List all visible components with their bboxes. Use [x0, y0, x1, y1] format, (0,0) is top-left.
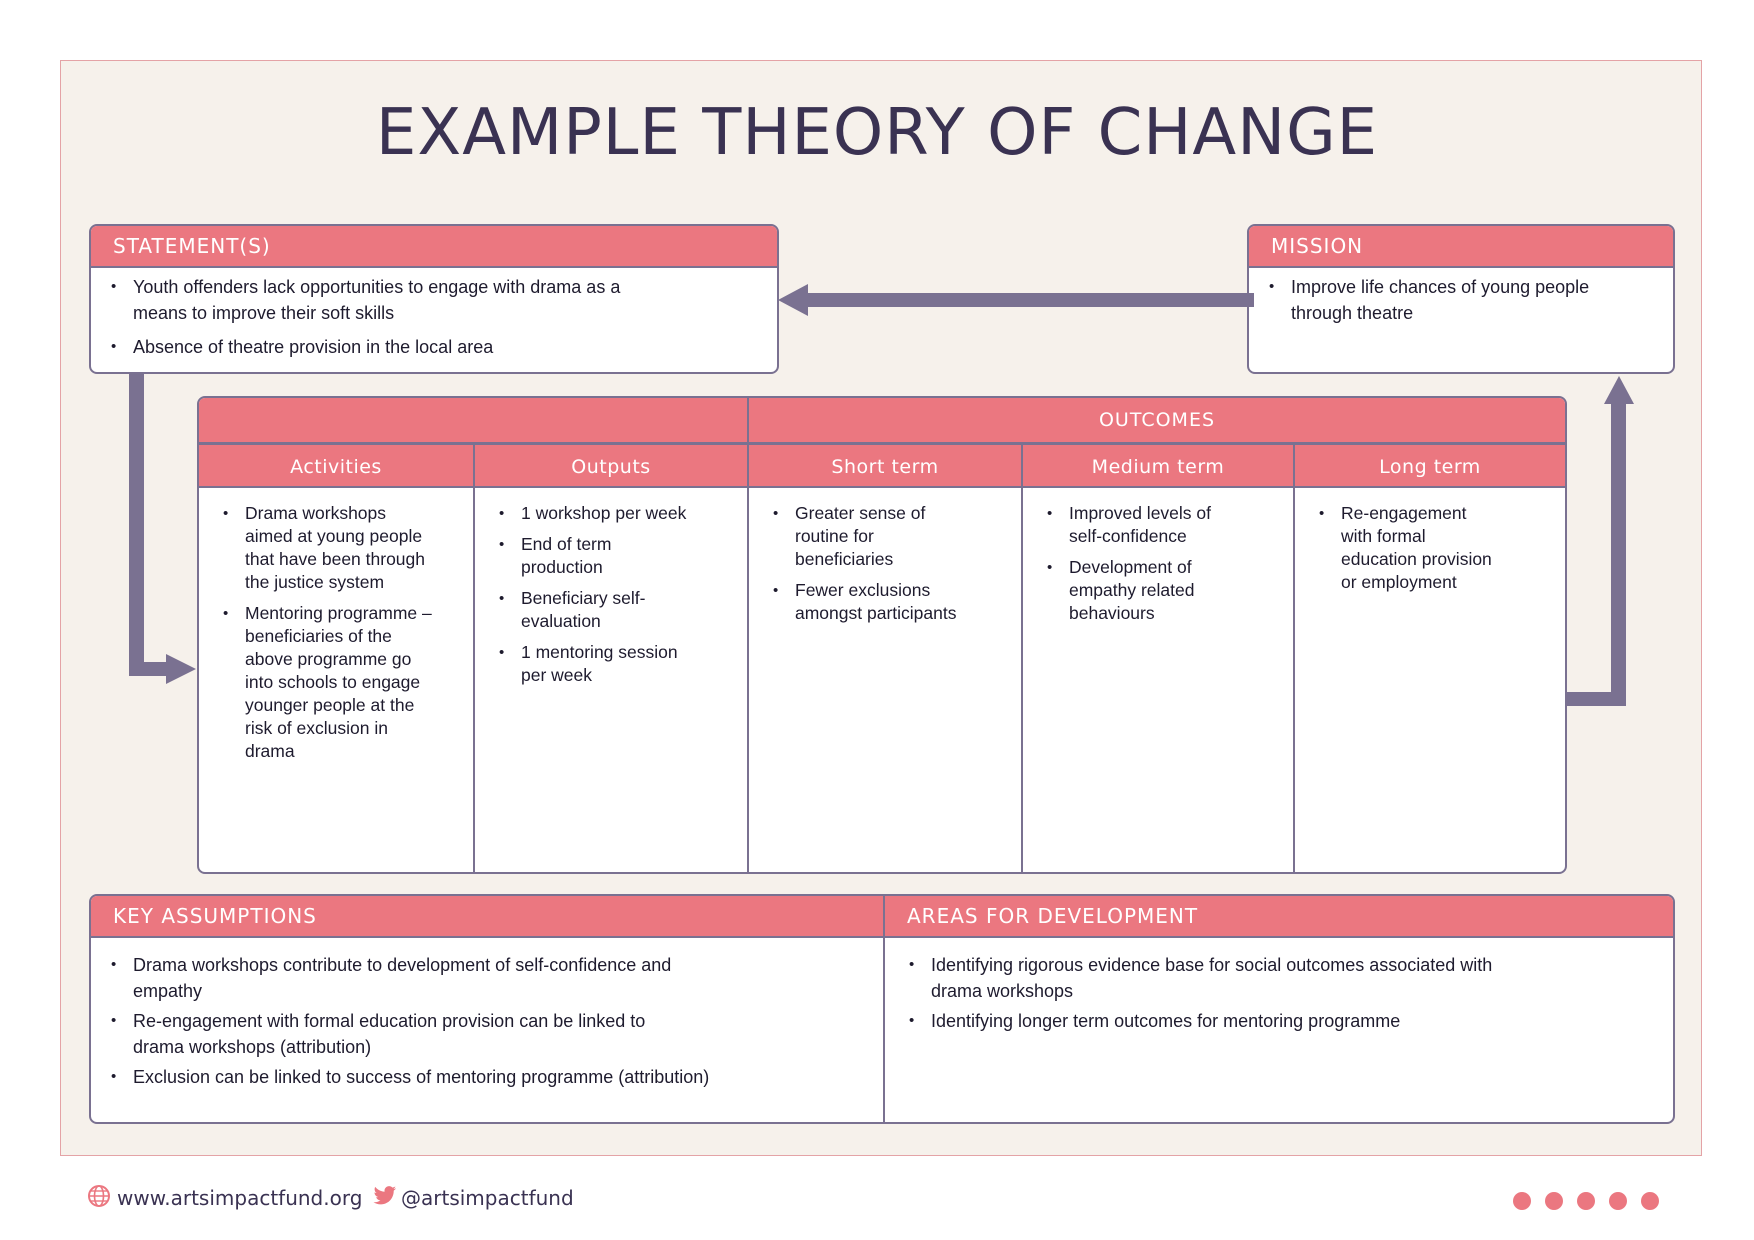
- dot: [1577, 1192, 1595, 1210]
- column-heading: Short term: [749, 444, 1021, 488]
- assumptions-list: [91, 938, 883, 1090]
- list-item: • Beneficiary self-evaluation: [499, 587, 697, 633]
- statement-heading: STATEMENT(S): [91, 226, 777, 268]
- column-medium-term: [1023, 444, 1293, 872]
- column-long-term: [1295, 444, 1565, 872]
- arrowhead-up-icon: [1604, 376, 1634, 404]
- column-heading: Medium term: [1023, 444, 1293, 488]
- list-item: • Absence of theatre provision in the local area: [111, 334, 757, 360]
- mission-box: [1247, 224, 1675, 374]
- short-term-list: [773, 502, 971, 625]
- twitter-bird-icon: [373, 1186, 397, 1206]
- dot: [1545, 1192, 1563, 1210]
- list-item: • Identifying longer term outcomes for mentoring programme: [909, 1008, 1653, 1034]
- column-activities: [199, 444, 473, 872]
- page-title: EXAMPLE THEORY OF CHANGE: [375, 96, 1379, 170]
- activities-list: [223, 502, 433, 763]
- column-heading: Outputs: [475, 444, 747, 488]
- statement-list: [91, 268, 777, 360]
- dot: [1513, 1192, 1531, 1210]
- list-item: • Greater sense of routine for beneficiaries: [773, 502, 971, 571]
- statement-box: [89, 224, 779, 374]
- column-short-term: [749, 444, 1021, 872]
- list-item: • 1 mentoring session per week: [499, 641, 697, 687]
- twitter-link[interactable]: @artsimpactfund: [401, 1186, 574, 1210]
- list-item: • Development of empathy related behaviours: [1047, 556, 1243, 625]
- key-assumptions-section: [91, 896, 883, 1122]
- assumptions-development-box: [89, 894, 1675, 1124]
- dot: [1609, 1192, 1627, 1210]
- list-item: • End of term production: [499, 533, 697, 579]
- list-item: • Re-engagement with formal education provision can be linked to drama workshops (attribution): [111, 1008, 863, 1060]
- theory-table: [197, 396, 1567, 874]
- key-assumptions-heading: KEY ASSUMPTIONS: [91, 896, 883, 938]
- list-item: • Fewer exclusions amongst participants: [773, 579, 971, 625]
- list-item: • Drama workshops contribute to development of self-confidence and empathy: [111, 952, 863, 1004]
- column-heading: Long term: [1295, 444, 1565, 488]
- mission-list: [1249, 268, 1673, 326]
- column-heading: Activities: [199, 444, 473, 488]
- outputs-list: [499, 502, 697, 687]
- list-item: • 1 workshop per week: [499, 502, 697, 525]
- list-item: • Youth offenders lack opportunities to engage with drama as a means to improve their soft skills: [111, 274, 757, 326]
- outcomes-label: OUTCOMES: [1098, 409, 1216, 431]
- medium-term-list: [1047, 502, 1243, 625]
- website-link[interactable]: www.artsimpactfund.org: [117, 1186, 363, 1210]
- list-item: • Re-engagement with formal education provision or employment: [1319, 502, 1495, 594]
- list-item: • Mentoring programme – beneficiaries of the above programme go into schools to engage younger people at the risk of exclusion in drama: [223, 602, 433, 763]
- areas-for-development-heading: AREAS FOR DEVELOPMENT: [885, 896, 1673, 938]
- list-item: • Drama workshops aimed at young people that have been through the justice system: [223, 502, 433, 594]
- globe-icon: [87, 1184, 111, 1208]
- column-outputs: [475, 444, 747, 872]
- dot: [1641, 1192, 1659, 1210]
- areas-for-development-section: [885, 896, 1673, 1122]
- list-item: • Improved levels of self-confidence: [1047, 502, 1243, 548]
- list-item: • Identifying rigorous evidence base for social outcomes associated with drama workshops: [909, 952, 1653, 1004]
- long-term-list: [1319, 502, 1495, 594]
- development-list: [885, 938, 1673, 1034]
- list-item: • Improve life chances of young people through theatre: [1269, 274, 1653, 326]
- list-item: • Exclusion can be linked to success of mentoring programme (attribution): [111, 1064, 863, 1090]
- arrowhead-right-icon: [166, 654, 196, 684]
- arrowhead-left-icon: [778, 284, 808, 316]
- mission-heading: MISSION: [1249, 226, 1673, 268]
